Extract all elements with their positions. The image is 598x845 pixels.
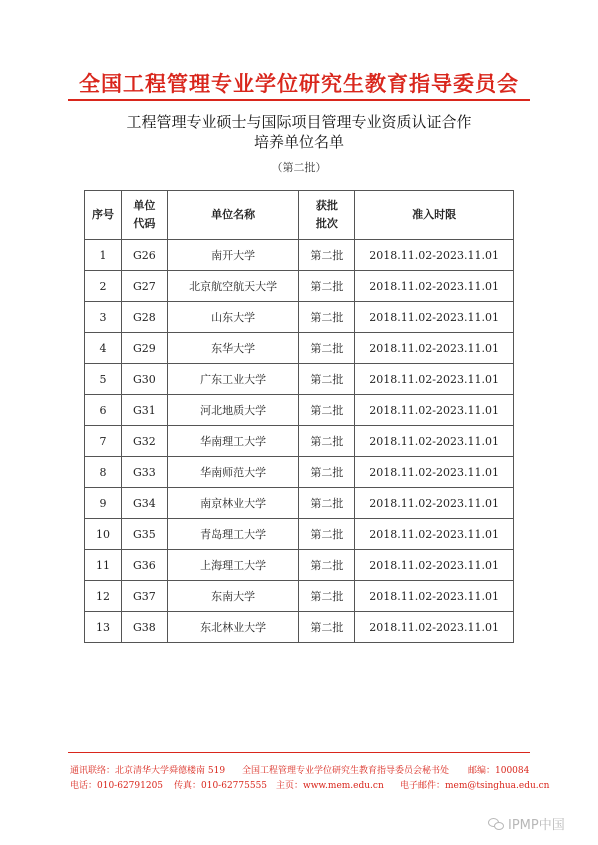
cell-code: G34	[121, 488, 167, 519]
wechat-icon	[488, 818, 504, 830]
cell-name: 华南师范大学	[167, 457, 299, 488]
document-title-line2: 培养单位名单	[253, 133, 344, 151]
cell-code: G35	[121, 519, 167, 550]
cell-name: 广东工业大学	[167, 364, 299, 395]
cell-seq: 8	[85, 457, 122, 488]
cell-batch: 第二批	[299, 581, 355, 612]
cell-period: 2018.11.02-2023.11.01	[355, 271, 514, 302]
cell-name: 河北地质大学	[167, 395, 299, 426]
units-table	[84, 190, 514, 643]
cell-batch: 第二批	[299, 426, 355, 457]
cell-code: G37	[121, 581, 167, 612]
cell-seq: 2	[85, 271, 122, 302]
cell-batch: 第二批	[299, 612, 355, 643]
cell-name: 东北林业大学	[167, 612, 299, 643]
cell-period: 2018.11.02-2023.11.01	[355, 457, 514, 488]
cell-batch: 第二批	[299, 333, 355, 364]
cell-batch: 第二批	[299, 488, 355, 519]
cell-code: G26	[121, 240, 167, 271]
cell-seq: 6	[85, 395, 122, 426]
cell-seq: 10	[85, 519, 122, 550]
table-row	[85, 302, 514, 333]
cell-code: G31	[121, 395, 167, 426]
cell-period: 2018.11.02-2023.11.01	[355, 612, 514, 643]
cell-name: 青岛理工大学	[167, 519, 299, 550]
header-seq: 序号	[85, 191, 122, 240]
table-row	[85, 457, 514, 488]
cell-period: 2018.11.02-2023.11.01	[355, 519, 514, 550]
cell-code: G33	[121, 457, 167, 488]
cell-batch: 第二批	[299, 457, 355, 488]
cell-seq: 9	[85, 488, 122, 519]
cell-period: 2018.11.02-2023.11.01	[355, 581, 514, 612]
footer-website: 主页：www.mem.edu.cn	[276, 781, 384, 791]
cell-period: 2018.11.02-2023.11.01	[355, 395, 514, 426]
cell-period: 2018.11.02-2023.11.01	[355, 302, 514, 333]
batch-note: （第二批）	[271, 161, 327, 174]
cell-code: G27	[121, 271, 167, 302]
cell-period: 2018.11.02-2023.11.01	[355, 426, 514, 457]
cell-code: G30	[121, 364, 167, 395]
cell-batch: 第二批	[299, 364, 355, 395]
cell-seq: 3	[85, 302, 122, 333]
header-name: 单位名称	[167, 191, 299, 240]
table-row	[85, 488, 514, 519]
cell-code: G29	[121, 333, 167, 364]
cell-name: 南京林业大学	[167, 488, 299, 519]
cell-batch: 第二批	[299, 550, 355, 581]
table-header-row	[85, 191, 514, 240]
watermark-text: IPMP中国	[508, 818, 565, 833]
cell-batch: 第二批	[299, 395, 355, 426]
footer-office: 全国工程管理专业学位研究生教育指导委员会秘书处	[242, 766, 450, 776]
table-row	[85, 550, 514, 581]
cell-period: 2018.11.02-2023.11.01	[355, 550, 514, 581]
table-row	[85, 581, 514, 612]
cell-seq: 4	[85, 333, 122, 364]
table-row	[85, 240, 514, 271]
cell-code: G36	[121, 550, 167, 581]
cell-batch: 第二批	[299, 302, 355, 333]
cell-name: 南开大学	[167, 240, 299, 271]
cell-period: 2018.11.02-2023.11.01	[355, 364, 514, 395]
footer-phone: 电话：010-62791205	[70, 781, 164, 791]
footer-divider	[68, 752, 530, 753]
cell-code: G38	[121, 612, 167, 643]
cell-name: 山东大学	[167, 302, 299, 333]
table-row	[85, 333, 514, 364]
header-batch: 获批 批次	[299, 191, 355, 240]
cell-batch: 第二批	[299, 240, 355, 271]
table-row	[85, 395, 514, 426]
table-row	[85, 364, 514, 395]
footer-postcode: 邮编：100084	[468, 766, 530, 776]
committee-title: 全国工程管理专业学位研究生教育指导委员会	[79, 72, 519, 96]
cell-code: G28	[121, 302, 167, 333]
header-period: 准入时限	[355, 191, 514, 240]
cell-seq: 1	[85, 240, 122, 271]
cell-code: G32	[121, 426, 167, 457]
table-row	[85, 271, 514, 302]
cell-batch: 第二批	[299, 519, 355, 550]
cell-period: 2018.11.02-2023.11.01	[355, 240, 514, 271]
footer-email: 电子邮件：mem@tsinghua.edu.cn	[400, 781, 550, 791]
table-row	[85, 612, 514, 643]
cell-seq: 13	[85, 612, 122, 643]
table-row	[85, 426, 514, 457]
cell-seq: 12	[85, 581, 122, 612]
cell-period: 2018.11.02-2023.11.01	[355, 333, 514, 364]
cell-name: 华南理工大学	[167, 426, 299, 457]
document-title-line1: 工程管理专业硕士与国际项目管理专业资质认证合作	[126, 113, 472, 131]
watermark	[488, 814, 565, 833]
table-row	[85, 519, 514, 550]
cell-name: 北京航空航天大学	[167, 271, 299, 302]
footer-fax: 传真：010-62775555	[174, 781, 268, 791]
cell-name: 东华大学	[167, 333, 299, 364]
cell-seq: 5	[85, 364, 122, 395]
cell-seq: 11	[85, 550, 122, 581]
header-divider	[68, 99, 530, 101]
cell-batch: 第二批	[299, 271, 355, 302]
header-code: 单位 代码	[121, 191, 167, 240]
cell-period: 2018.11.02-2023.11.01	[355, 488, 514, 519]
footer-address: 通讯联络：北京清华大学舜德楼南 519	[70, 766, 226, 776]
cell-name: 上海理工大学	[167, 550, 299, 581]
cell-seq: 7	[85, 426, 122, 457]
cell-name: 东南大学	[167, 581, 299, 612]
